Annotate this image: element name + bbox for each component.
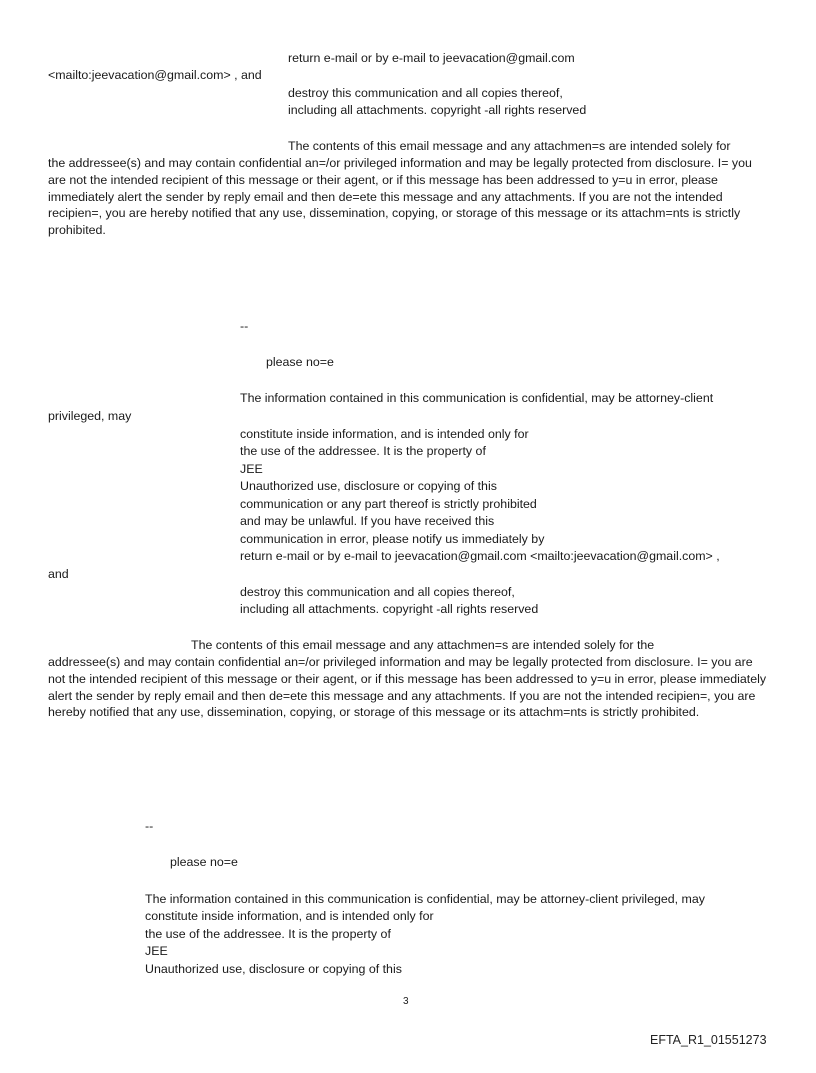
block3-separator: -- [145, 819, 154, 833]
block3-line-5: Unauthorized use, disclosure or copying of this [145, 962, 402, 976]
block2-line-8: and may be unlawful. If you have received this [240, 514, 495, 528]
block1-line-2: <mailto:jeevacation@gmail.com> , and [48, 68, 262, 82]
block2-line-5: JEE [240, 462, 263, 476]
block2-line-9: communication in error, please notify us immediately by [240, 532, 545, 546]
block3-line-2: constitute inside information, and is intended only for [145, 909, 434, 923]
block2-line-11: and [48, 567, 69, 581]
block1-line-3: destroy this communication and all copies thereof, [288, 86, 563, 100]
block1-line-4: including all attachments. copyright -all rights reserved [288, 103, 587, 117]
block3-line-4: JEE [145, 944, 168, 958]
block1-line-1: return e-mail or by e-mail to jeevacation@gmail.com [288, 51, 575, 65]
block3-note: please no=e [170, 855, 238, 869]
block2-line-7: communication or any part thereof is strictly prohibited [240, 497, 537, 511]
block2-separator: -- [240, 319, 249, 333]
block2-line-3: constitute inside information, and is intended only for [240, 427, 529, 441]
block2-line-4: the use of the addressee. It is the property of [240, 444, 486, 458]
block3-line-1: The information contained in this communication is confidential, may be attorney-client privileged, may [145, 892, 705, 906]
block2-line-13: including all attachments. copyright -all rights reserved [240, 602, 539, 616]
document-id-footer: EFTA_R1_01551273 [650, 1033, 767, 1047]
block3-line-3: the use of the addressee. It is the property of [145, 927, 391, 941]
disclaimer1-body: the addressee(s) and may contain confidential an=/or privileged information and may be legally protected from disclosure. I= you are not the intended recipient of this message or their agent, or if this message has been addressed to y=u in error, please immediately alert the sender by reply email and then de=ete this message and any attachments. If you are not the intended recipien=, you are hereby notified that any use, dissemination, copying, or storage of this message or its attachm=nts is strictly prohibited. [48, 156, 752, 238]
block2-line-6: Unauthorized use, disclosure or copying of this [240, 479, 497, 493]
block2-line-10: return e-mail or by e-mail to jeevacation@gmail.com <mailto:jeevacation@gmail.com> , [240, 549, 720, 563]
page-number: 3 [403, 996, 409, 1007]
disclaimer2-first-line: The contents of this email message and any attachmen=s are intended solely for the [191, 638, 655, 652]
block2-line-2: privileged, may [48, 409, 132, 423]
block2-line-12: destroy this communication and all copies thereof, [240, 585, 515, 599]
disclaimer2-body: addressee(s) and may contain confidential an=/or privileged information and may be legally protected from disclosure. I= you are not the intended recipient of this message or their agent, or if this message has been addressed to y=u in error, please immediately alert the sender by reply email and then de=ete this message and any attachments. If you are not the intended recipien=, you are hereby notified that any use, dissemination, copying, or storage of this message or its attachm=nts is strictly prohibited. [48, 655, 767, 720]
block2-note: please no=e [266, 355, 334, 369]
disclaimer1-first-line: The contents of this email message and any attachmen=s are intended solely for [288, 139, 731, 153]
block2-line-1: The information contained in this communication is confidential, may be attorney-client [240, 391, 714, 405]
